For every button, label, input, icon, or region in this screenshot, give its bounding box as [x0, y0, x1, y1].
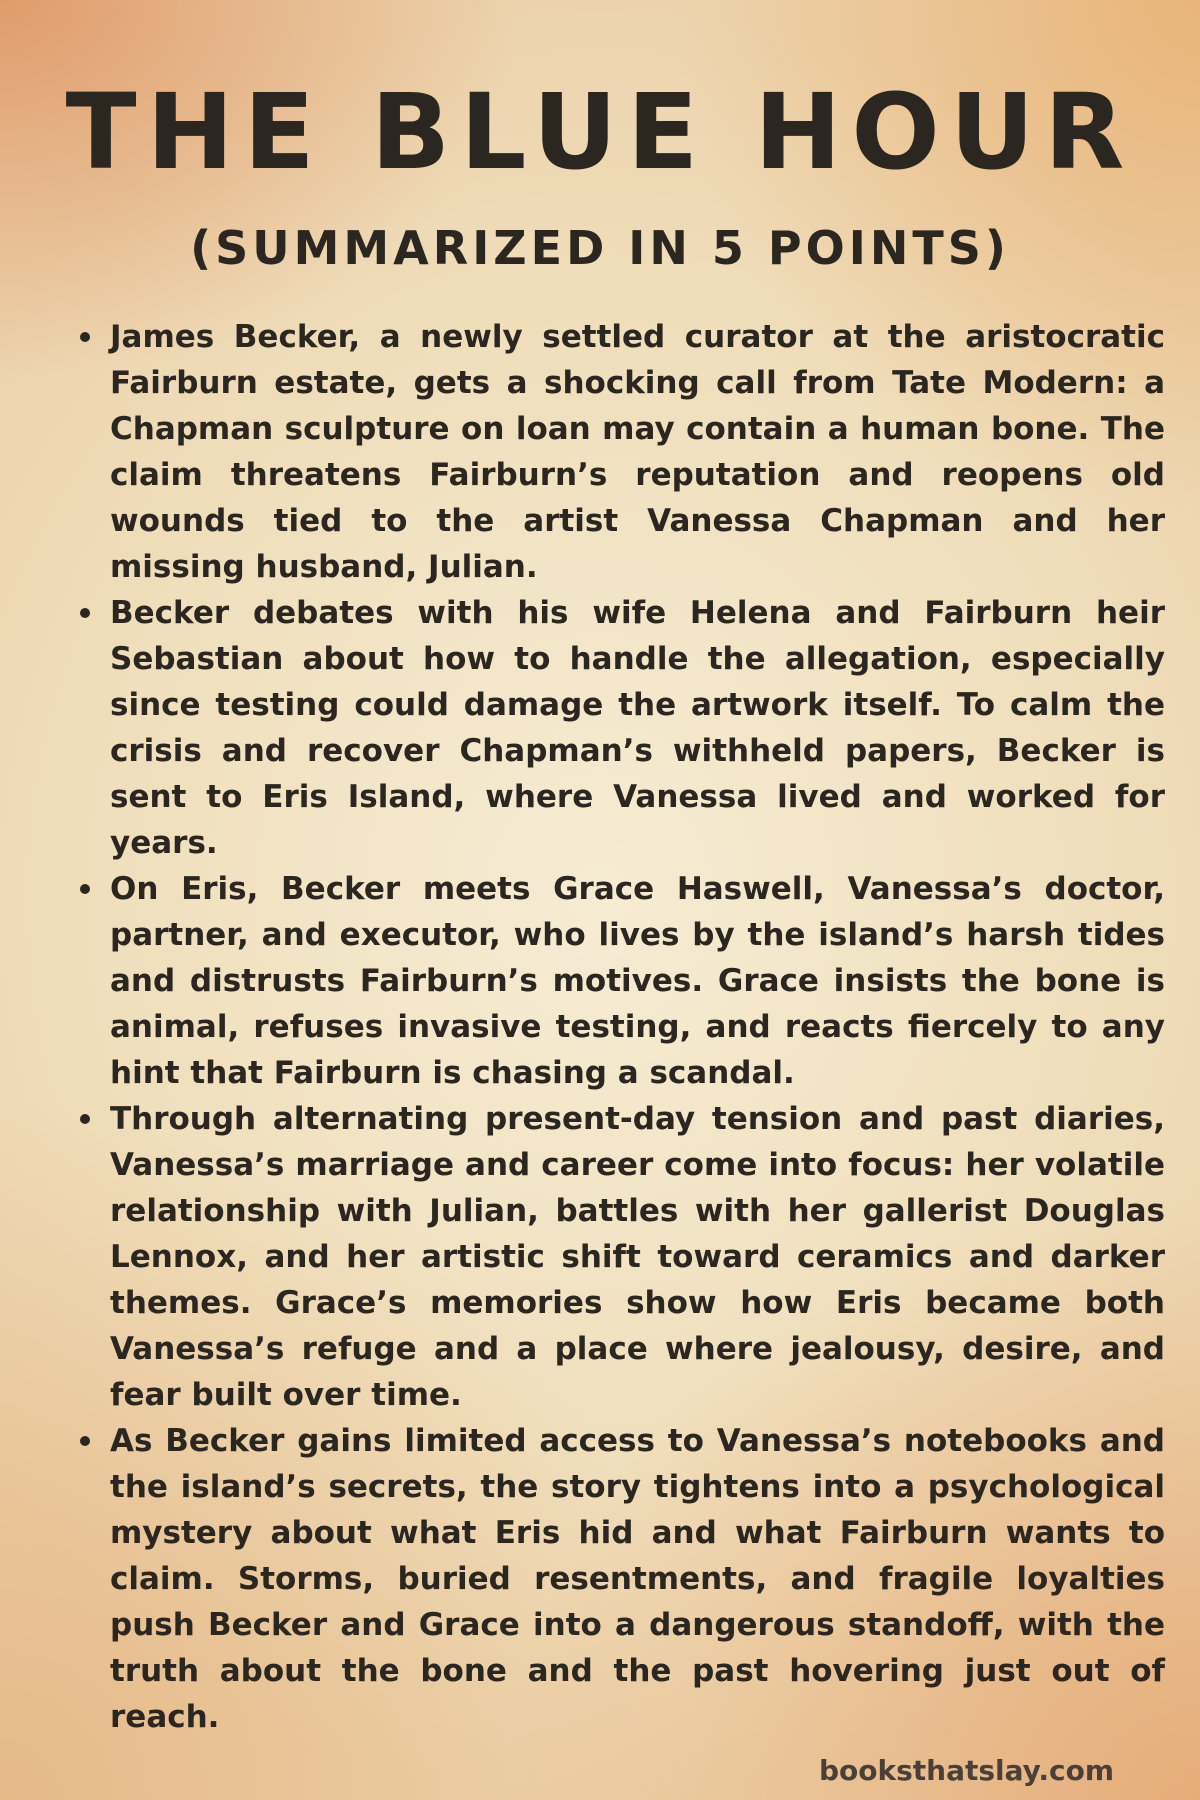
summary-point-text: James Becker, a newly settled curator at the aristocratic Fairburn estate, gets a shocking call from Tate Modern: a Chapman sculpture on loan may contain a human bone. The claim threatens Fairburn’s reputation and reopens old wounds tied to the artist Vanessa Chapman and her missing husband, Julian.	[110, 319, 1165, 585]
bullet-icon	[80, 608, 90, 618]
summary-point-1	[110, 314, 1165, 590]
summary-point-5	[110, 1418, 1165, 1740]
summary-subtitle: (SUMMARIZED IN 5 POINTS)	[190, 221, 1010, 275]
bullet-icon	[80, 884, 90, 894]
bullet-icon	[80, 1114, 90, 1124]
summary-point-3	[110, 866, 1165, 1096]
summary-point-2	[110, 590, 1165, 866]
website-credit: booksthatslay.com	[818, 1754, 1114, 1787]
summary-point-text: Through alternating present-day tension and past diaries, Vanessa’s marriage and career come into focus: her volatile relationship with Julian, battles with her gallerist Douglas Lennox, and her artistic shift toward ceramics and darker themes. Grace’s memories show how Eris became both Vanessa’s refuge and a place where jealousy, desire, and fear built over time.	[110, 1101, 1165, 1413]
summary-point-text: On Eris, Becker meets Grace Haswell, Vanessa’s doctor, partner, and executor, who lives by the island’s harsh tides and distrusts Fairburn’s motives. Grace insists the bone is animal, refuses invasive testing, and reacts fiercely to any hint that Fairburn is chasing a scandal.	[110, 871, 1165, 1091]
bullet-icon	[80, 1436, 90, 1446]
summary-point-text: Becker debates with his wife Helena and Fairburn heir Sebastian about how to handle the allegation, especially since testing could damage the artwork itself. To calm the crisis and recover Chapman’s withheld papers, Becker is sent to Eris Island, where Vanessa lived and worked for years.	[110, 595, 1165, 861]
summary-point-4	[110, 1096, 1165, 1418]
summary-points-list	[72, 314, 1165, 1740]
summary-point-text: As Becker gains limited access to Vanessa’s notebooks and the island’s secrets, the story tightens into a psychological mystery about what Eris hid and what Fairburn wants to claim. Storms, buried resentments, and fragile loyalties push Becker and Grace into a dangerous standoff, with the truth about the bone and the past hovering just out of reach.	[110, 1423, 1165, 1735]
book-title: THE BLUE HOUR	[65, 71, 1135, 193]
bullet-icon	[80, 332, 90, 342]
